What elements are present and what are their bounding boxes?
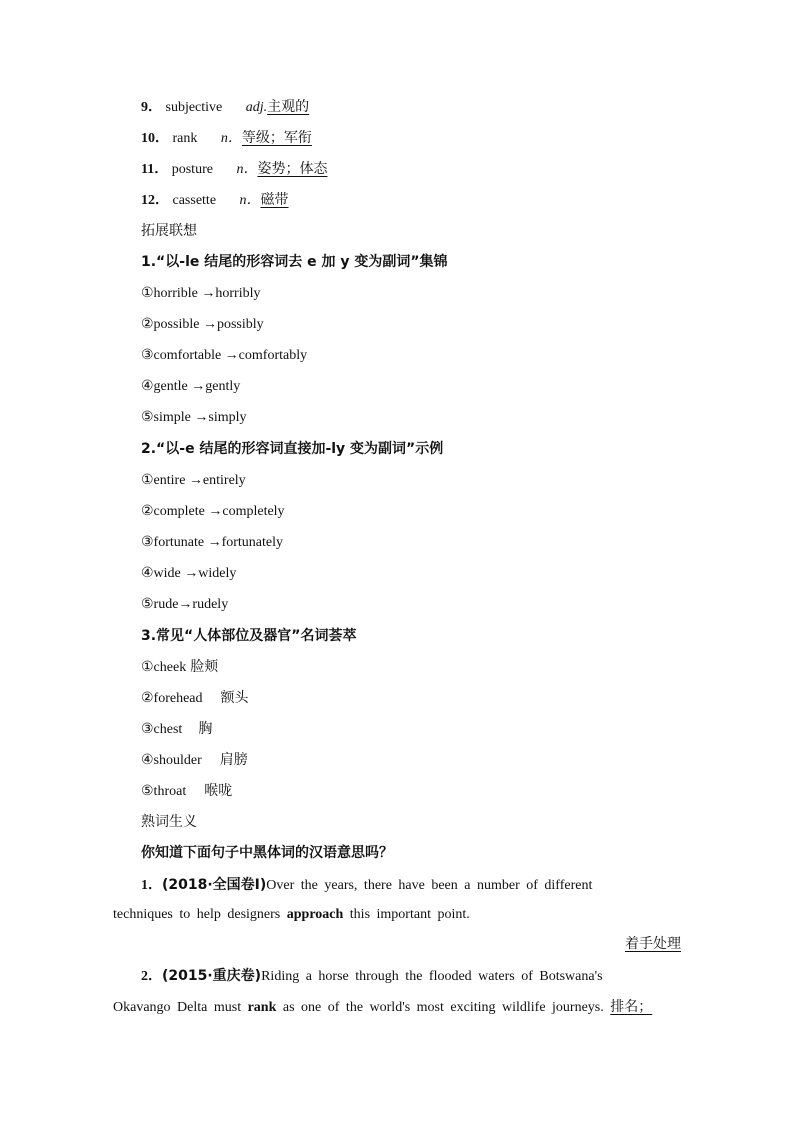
list-item xyxy=(141,781,232,802)
example-text: Okavango Delta must xyxy=(113,1000,242,1015)
example-number: 1． xyxy=(141,878,162,893)
example-number: 2． xyxy=(141,969,162,984)
example-1-line-1 xyxy=(141,875,592,896)
group3-title: 3.常见“人体部位及器官”名词荟萃 xyxy=(141,628,357,644)
list-item: ②complete →completely xyxy=(141,504,285,519)
vocab-item-9 xyxy=(141,97,309,118)
example-text: techniques to help designers xyxy=(113,907,281,922)
vocab-pos: n． xyxy=(236,162,258,177)
list-item: ①horrible →horribly xyxy=(141,286,261,301)
list-item: ③fortunate →fortunately xyxy=(141,535,284,550)
example-1-line-2 xyxy=(113,905,681,925)
vocab-meaning: 姿势；体态 xyxy=(257,161,328,177)
vocab-number: 11． xyxy=(141,162,169,177)
section-heading-familiar: 熟词生义 xyxy=(141,814,197,830)
list-item: ③comfortable →comfortably xyxy=(141,348,308,363)
vocab-meaning: 主观的 xyxy=(267,99,310,115)
list-item: ②possible →possibly xyxy=(141,317,264,332)
example-source: (2018·全国卷Ⅰ) xyxy=(162,877,267,893)
term-cn: 脸颊 xyxy=(190,659,219,675)
list-item: ④gentle →gently xyxy=(141,379,241,394)
example-text: Over the years, there have been a number of different xyxy=(266,878,593,893)
list-item: ④wide →widely xyxy=(141,566,237,581)
vocab-meaning: 等级；军衔 xyxy=(241,130,312,146)
vocab-pos: adj. xyxy=(245,100,268,115)
term-cn: 喉咙 xyxy=(204,783,233,799)
term-cn: 额头 xyxy=(220,690,249,706)
term-en: ④shoulder xyxy=(141,753,202,768)
vocab-number: 10． xyxy=(141,131,169,146)
list-item: ①entire →entirely xyxy=(141,473,246,488)
example-source: (2015·重庆卷) xyxy=(162,968,262,984)
term-cn: 肩膀 xyxy=(219,752,248,768)
vocab-word: subjective xyxy=(165,100,223,115)
vocab-item-10 xyxy=(141,128,312,149)
bold-word: rank xyxy=(247,1000,277,1015)
list-item xyxy=(141,750,248,771)
example-2-line-2 xyxy=(113,997,681,1018)
example-1-answer: 着手处理 xyxy=(625,936,681,952)
example-text: as one of the world's most exciting wildlife journeys. xyxy=(282,1000,604,1015)
list-item: ⑤simple →simply xyxy=(141,410,247,425)
vocab-number: 12． xyxy=(141,193,169,208)
vocab-word: rank xyxy=(172,131,198,146)
vocab-item-12 xyxy=(141,190,289,211)
group1-title: 1.“以-le 结尾的形容词去 e 加 y 变为副词”集锦 xyxy=(141,254,448,270)
example-2-line-1 xyxy=(141,966,603,987)
term-en: ⑤throat xyxy=(141,784,187,799)
example-2-answer: 排名； xyxy=(610,999,653,1015)
section-heading-extend: 拓展联想 xyxy=(141,223,197,239)
list-item xyxy=(141,688,249,709)
list-item xyxy=(141,657,218,678)
vocab-item-11 xyxy=(141,159,327,180)
term-en: ①cheek xyxy=(141,660,187,675)
example-text: this important point. xyxy=(349,907,470,922)
vocab-word: cassette xyxy=(172,193,217,208)
term-cn: 胸 xyxy=(198,721,213,737)
term-en: ③chest xyxy=(141,722,183,737)
list-item xyxy=(141,719,212,740)
list-item: ⑤rude→rudely xyxy=(141,597,229,612)
vocab-number: 9． xyxy=(141,100,162,115)
term-en: ②forehead xyxy=(141,691,203,706)
question-prompt: 你知道下面句子中黑体词的汉语意思吗？ xyxy=(141,845,393,861)
vocab-word: posture xyxy=(171,162,213,177)
vocab-meaning: 磁带 xyxy=(260,192,289,208)
vocab-pos: n． xyxy=(220,131,242,146)
example-text: Riding a horse through the flooded waters of Botswana's xyxy=(261,969,603,984)
group2-title: 2.“以-e 结尾的形容词直接加-ly 变为副词”示例 xyxy=(141,441,444,457)
bold-word: approach xyxy=(286,907,344,922)
vocab-pos: n． xyxy=(239,193,261,208)
